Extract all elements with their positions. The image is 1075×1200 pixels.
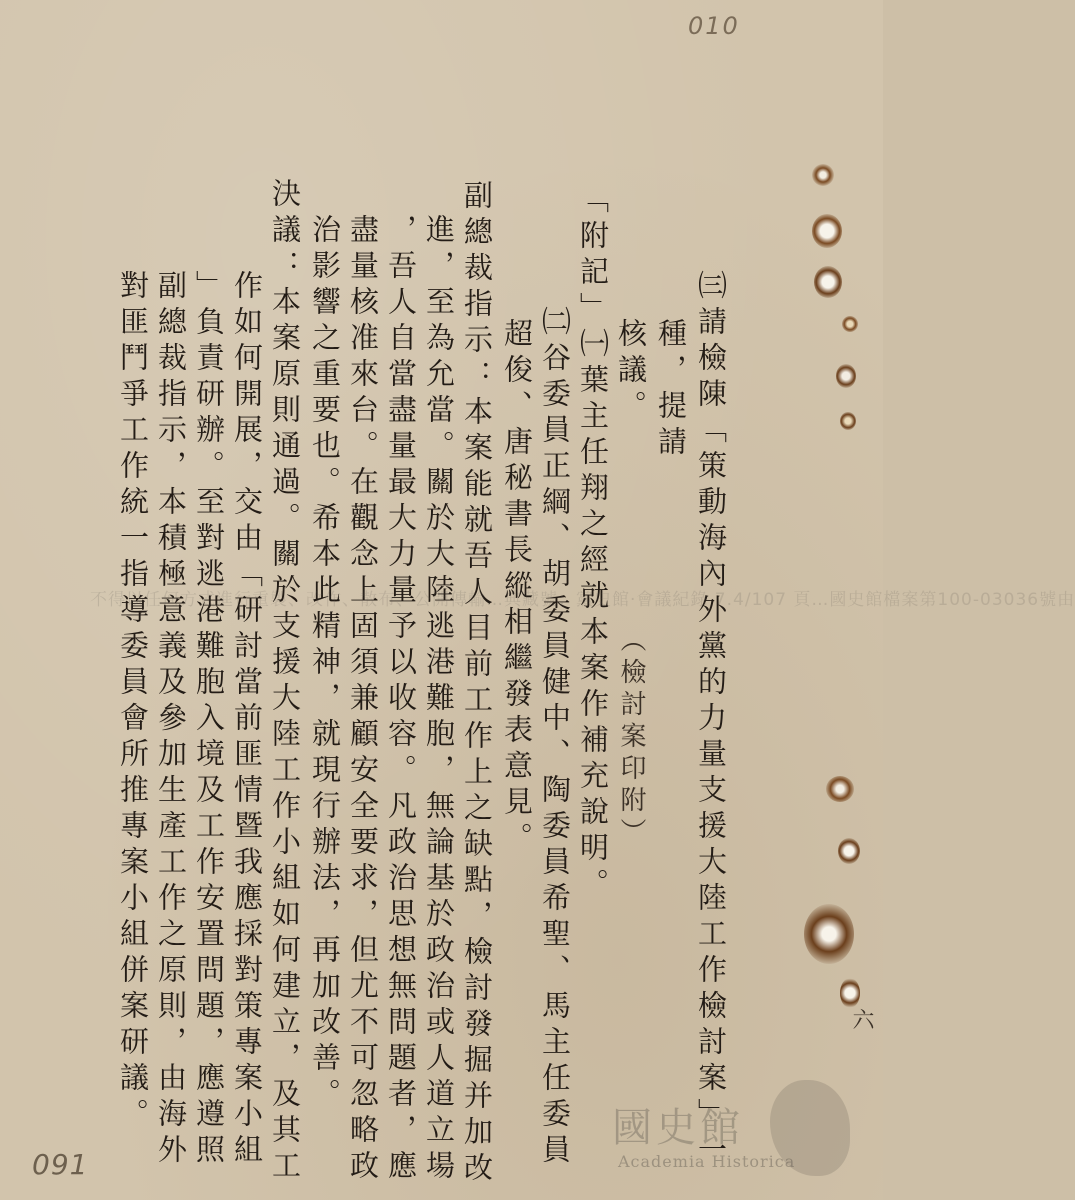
text-column-4: 「附記」㈠葉主任翔之經就本案作補充說明。 (576, 184, 610, 904)
text-column-8: 進，至為允當。關於大陸逃港難胞，無論基於政治或人道立場 (422, 214, 456, 1186)
burn-mark (838, 838, 860, 864)
text-column-14: 」負責研辦。至對逃港難胞入境及工作安置問題，應遵照 (192, 270, 226, 1170)
page-number-bottom: 091 (32, 1148, 89, 1181)
text-column-16: 對匪鬥爭工作統一指導委員會所推專案小組併案研議。 (116, 270, 150, 1134)
burn-mark (840, 412, 856, 430)
attachment-note: （檢討案印附） (616, 626, 646, 850)
text-column-6: 超俊、唐秘書長縱相繼發表意見。 (500, 318, 534, 858)
burn-mark (804, 904, 854, 964)
text-column-15: 副總裁指示，本積極意義及參加生產工作之原則，由海外 (154, 270, 188, 1170)
watermark-text: 不得以任何方式進行重製、改作、散布、公開傳輸…典藏號：黨史館·會議紀錄 7.4/107 頁…國史館檔案第100-03036號由 (90, 590, 1075, 610)
institution-stamp-title: 國史館 (612, 1105, 744, 1151)
text-column-13: 作如何開展，交由「研討當前匪情暨我應採對策專案小組 (230, 270, 264, 1170)
text-column-1: ㈢請檢陳「策動海內外黨的力量支援大陸工作檢討案」一 (694, 270, 728, 1170)
burn-mark (812, 214, 842, 248)
page-number-top: 010 (688, 12, 740, 40)
burn-mark (812, 164, 834, 186)
burn-mark (826, 776, 854, 802)
text-column-10: 盡量核准來台。在觀念上固須兼顧安全要求，但尤不可忽略政 (346, 214, 380, 1186)
text-column-2: 種，提請 (654, 318, 688, 462)
folio-number: 六 (849, 1008, 874, 1030)
text-column-11: 治影響之重要也。希本此精神，就現行辦法，再加改善。 (308, 214, 342, 1114)
text-column-12: 決議：本案原則通過。關於支援大陸工作小組如何建立，及其工 (268, 178, 302, 1186)
burn-mark (840, 978, 860, 1008)
institution-stamp-subtitle: Academia Historica (618, 1152, 796, 1171)
burn-mark (842, 316, 858, 332)
text-column-5: ㈡谷委員正綱、胡委員健中、陶委員希聖、馬主任委員 (538, 306, 572, 1170)
text-column-3: 核議。 (614, 318, 648, 426)
text-column-9: ，吾人自當盡量最大力量予以收容。凡政治思想無問題者，應 (384, 214, 418, 1186)
burn-mark (836, 364, 856, 388)
burn-mark (814, 266, 842, 298)
text-column-7: 副總裁指示：本案能就吾人目前工作上之缺點，檢討發掘并加改 (460, 180, 494, 1188)
